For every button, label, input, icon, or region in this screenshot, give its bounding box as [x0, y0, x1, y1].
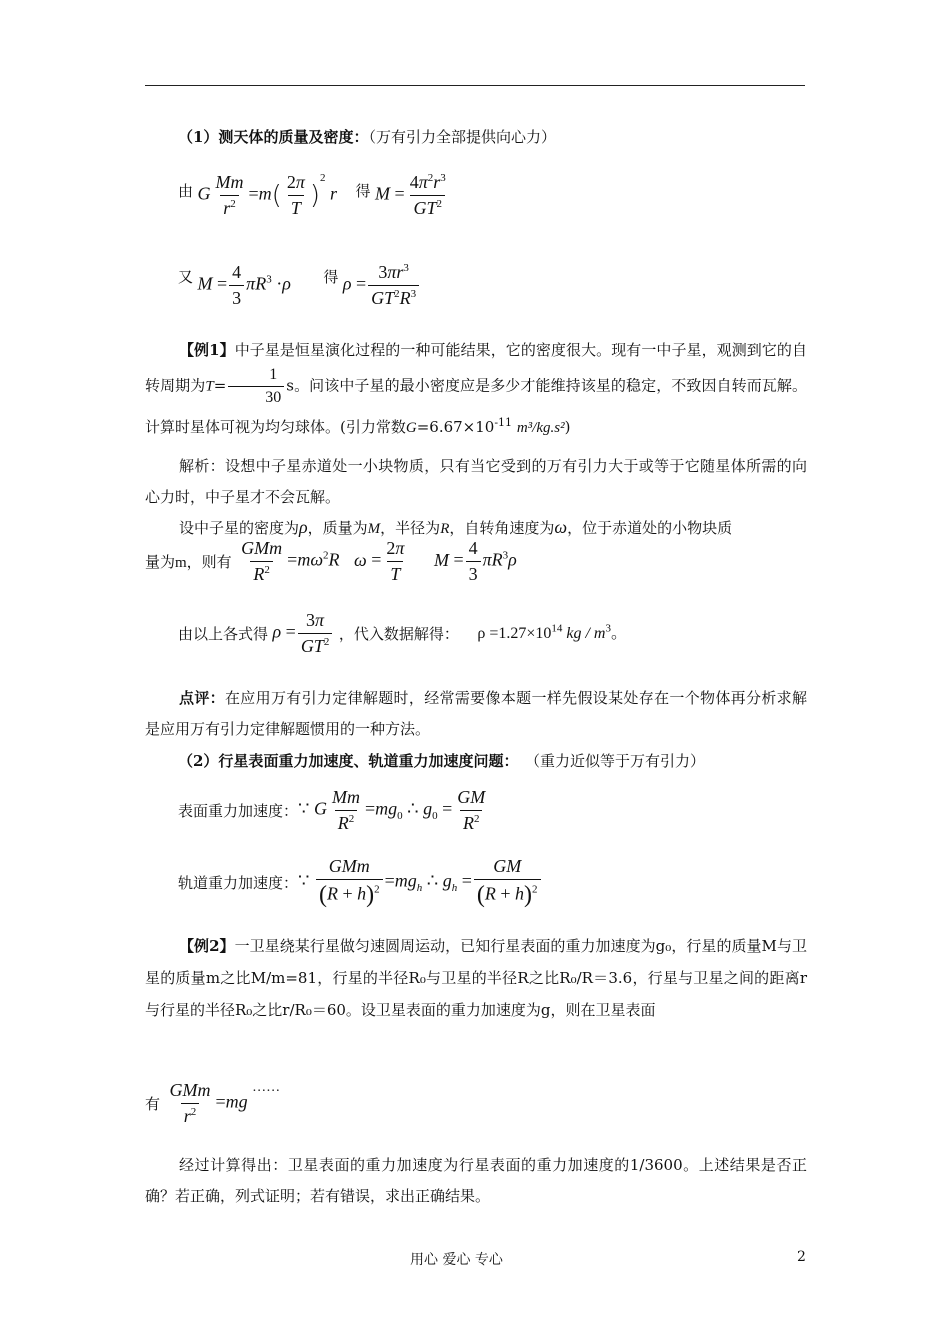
sym-rho: ρ — [299, 517, 308, 537]
sol-text-8: ，代入数据解得： — [338, 627, 459, 643]
example1-unit: m³/kg.s² — [516, 420, 565, 436]
result-exp: 14 — [551, 622, 563, 635]
example2-paragraph — [145, 930, 807, 1026]
example1-text-b: s。问该中子星的最小密度应是多少才能维持该星的稳定，不致因自转而瓦解。计算时星体可视为均匀球体。(引力常数 — [145, 376, 807, 436]
formula-satellite: 有 $\frac{\text{GMm}}{r^2}$ =mg …… — [145, 1080, 281, 1126]
formula-density: $^又$ M = $\frac{4}{3}$ $\pi R^3 \cdot\rho$ $^得$ ρ = $\frac{3\pi r^3}{GT^2R^3}$ — [178, 262, 421, 309]
formula-density-result: 由以上各式得 ρ = $\frac{3\pi}{GT^2}$ ，代入数据解得： $\rho =1.27\times 10^{14}$ kg / $m^3$。 — [178, 610, 627, 656]
formula-label-you: 由 — [178, 184, 194, 200]
sym-omega: ω — [554, 517, 568, 537]
example1-G: G — [405, 420, 417, 436]
sol-text-2: ，质量为 — [307, 519, 368, 537]
section2-title: （2）行星表面重力加速度、轨道重力加速度问题： — [178, 752, 519, 770]
example1-paragraph: 【例1】中子星是恒星演化过程的一种可能结果，它的密度很大。现有一中子星，观测到它的自转周期为T= $\frac{1}{30}$ s。问该中子星的最小密度应是多少才能维持该星的稳定，不致因自转而瓦解。计算时星体可视为均匀球体。(引力常数$G=6.67\times 10^{-11}$ m³/kg.s²) — [145, 341, 807, 436]
section1-note: （万有引力全部提供向心力） — [368, 128, 556, 146]
formula-neutron: 量为m，则有 $\frac{\text{GMm}}{R^2}$ $=m\omega^2R$ ω = $\frac{2\pi}{T}$ M = $\frac{4}{3}$ $\pi R^3\rho$ — [145, 538, 517, 584]
surface-label: 表面重力加速度： — [178, 804, 299, 820]
sol-text-6: 量为m，则有 — [145, 555, 232, 571]
formula-surface-gravity: 表面重力加速度：∵ G $\frac{Mm}{R^2}$ $=mg_0$ ∴ $g_0$ = $\frac{GM}{R^2}$ — [178, 787, 486, 833]
formula-label-again: 又 — [178, 270, 194, 286]
comment-label: 点评： — [179, 689, 225, 707]
section1-title: （1）测天体的质量及密度： — [178, 128, 369, 146]
period-den: 30 — [228, 386, 284, 407]
footer-motto: 用心 爱心 专心 — [410, 1252, 503, 1268]
section1-heading — [178, 126, 556, 147]
formula-label-de: 得 — [355, 184, 371, 200]
sol-text-7: 由以上各式得 — [178, 627, 269, 643]
result-coef: ρ =1.27×10 — [477, 624, 552, 642]
sol-text-3: ，半径为 — [380, 519, 441, 537]
section2-note: （重力近似等于万有引力） — [532, 752, 705, 770]
example1-G-value: =6.67×10 — [416, 418, 495, 436]
example1-close: ) — [564, 418, 571, 436]
orbit-label: 轨道重力加速度： — [178, 876, 299, 892]
example2-text: 一卫星绕某行星做匀速圆周运动，已知行星表面的重力加速度为g₀，行星的质量M与卫星的质量m之比M/m=81，行星的半径R₀与卫星的半径R之比R₀/R＝3.6，行星与卫星之间的距离r与行星的半径R₀之比r/R₀＝60。设卫星表面的重力加速度为g，则在卫星表面 — [145, 937, 807, 1019]
formula-label-de2: 得 — [323, 270, 339, 286]
sol-text-1: 设中子星的密度为 — [179, 519, 300, 537]
example2-dots: …… — [252, 1080, 281, 1095]
example1-text-a: 中子星是恒星演化过程的一种可能结果，它的密度很大。现有一中子星，观测到它的自转周期为 — [145, 341, 807, 395]
formula-mass: $^由$ G $\frac{Mm}{r^2}$ =m( $\frac{2\pi}{T}$ )$^2$ r $^得$ M = $\frac{4\pi^2r^3}{GT^2}$ — [178, 171, 446, 218]
solution-paragraph-1: 解析：设想中子星赤道处一小块物质，只有当它受到的万有引力大于或等于它随星体所需的向心力时，中子星才不会瓦解。 — [145, 457, 807, 506]
result-unit: kg / m — [566, 624, 606, 642]
example1-label: 【例1】 — [179, 341, 235, 359]
section2-heading — [178, 750, 705, 771]
header-rule — [145, 85, 805, 86]
example1-T: T — [205, 378, 214, 395]
comment-text: 在应用万有引力定律解题时，经常需要像本题一样先假设某处存在一个物体再分析求解是应用万有引力定律解题惯用的一种方法。 — [145, 689, 807, 738]
page-number: 2 — [797, 1249, 806, 1265]
density-result: $\rho =1.27\times 10^{14}$ kg / $m^3$。 — [477, 622, 627, 642]
comment-paragraph — [145, 683, 807, 745]
formula-orbit-gravity: 轨道重力加速度：∵ $\frac{\text{GMm}}{(R + h)^2}$ $=mg_h$ ∴ $g_h$ = $\frac{GM}{(R + h)^2}$ — [178, 856, 543, 909]
sym-M: M — [367, 521, 381, 537]
example1-period-fraction — [228, 366, 284, 407]
sol-text-5: ，位于赤道处的小物块质 — [567, 519, 733, 537]
example2-conclusion: 经过计算得出：卫星表面的重力加速度为行星表面的重力加速度的1/3600。上述结果是否正确？若正确，列式证明；若有错误，求出正确结果。 — [145, 1156, 807, 1205]
sym-R: R — [440, 521, 450, 537]
example1-G-exp: -11 — [494, 416, 513, 429]
sol-text-4: ，自转角速度为 — [449, 519, 555, 537]
result-end: 。 — [610, 624, 627, 642]
example2-label: 【例2】 — [179, 937, 235, 955]
example2-you: 有 — [145, 1097, 161, 1113]
period-num: 1 — [269, 366, 278, 383]
